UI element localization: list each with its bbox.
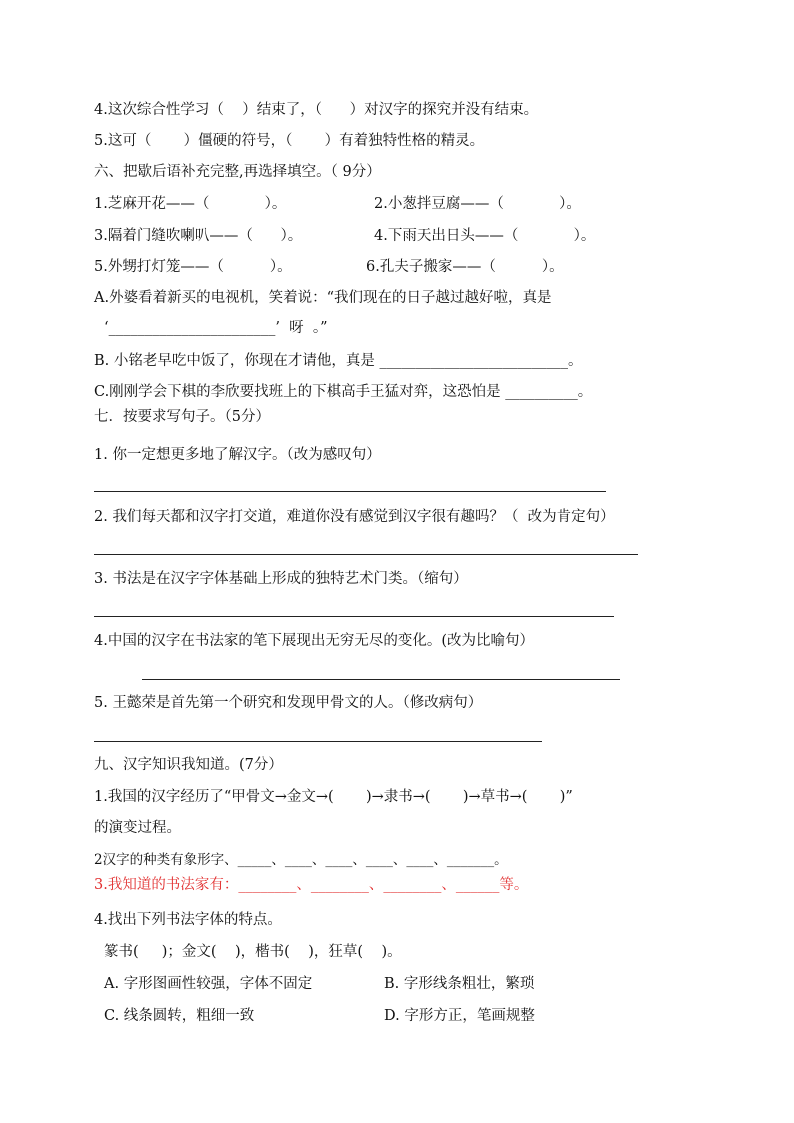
option-b: B. 字形线条粗壮，繁琐 <box>384 976 535 992</box>
section9-q3: 3.我知道的书法家有：________、________、________、______等。 <box>94 877 529 893</box>
section5-q5: 5.这可（ ）僵硬的符号，（ ）有着独特性格的精灵。 <box>94 133 485 149</box>
option-c: C. 线条圆转，粗细一致 <box>104 1008 255 1024</box>
section6-item-6: 6.孔夫子搬家——（ ）。 <box>366 259 564 275</box>
answer-line <box>94 491 606 492</box>
section7-q3: 3. 书法是在汉字字体基础上形成的独特艺术门类。（缩句） <box>94 571 468 587</box>
section6-option-b: B. 小铭老早吃中饭了，你现在才请他，真是 __________________________。 <box>94 353 583 369</box>
section7-heading: 七．按要求写句子。（5分） <box>94 409 270 425</box>
section7-q2: 2. 我们每天都和汉字打交道，难道你没有感觉到汉字很有趣吗？（ 改为肯定句） <box>94 509 615 525</box>
section6-heading: 六、把歇后语补充完整,再选择填空。（ 9分） <box>94 164 381 180</box>
section9-q1: 1.我国的汉字经历了“甲骨文→金文→( )→隶书→( )→草书→( )” <box>94 789 573 805</box>
section7-q4: 4.中国的汉字在书法家的笔下展现出无穷无尽的变化。(改为比喻句） <box>94 633 534 649</box>
section6-item-1: 1.芝麻开花——（ ）。 <box>94 196 287 212</box>
section6-option-a: A.外婆看着新买的电视机，笑着说：“我们现在的日子越过越好啦，真是 <box>94 290 552 306</box>
section5-q4: 4.这次综合性学习（ ）结束了，（ ）对汉字的探究并没有结束。 <box>94 102 539 118</box>
option-d: D. 字形方正，笔画规整 <box>384 1008 535 1024</box>
section6-option-c: C.刚刚学会下棋的李欣要找班上的下棋高手王猛对弈，这恐怕是 __________。 <box>94 384 593 400</box>
answer-line <box>94 616 614 617</box>
answer-line <box>94 741 542 742</box>
answer-line <box>142 679 620 680</box>
answer-line <box>94 554 638 555</box>
section9-q2: 2汉字的种类有象形字、_____、____、____、____、____、_______。 <box>94 852 508 868</box>
section9-q4-blanks: 篆书( )；金文( )，楷书( )，狂草( )。 <box>104 944 402 960</box>
section6-item-5: 5.外甥打灯笼——（ ）。 <box>94 259 292 275</box>
section9-q4: 4.找出下列书法字体的特点。 <box>94 912 282 928</box>
section6-option-a-blank: ‘_______________________’ 呀 。” <box>104 320 328 336</box>
section6-item-4: 4.下雨天出日头——（ ）。 <box>374 228 596 244</box>
section9-heading: 九、汉字知识我知道。(7分） <box>94 757 283 773</box>
section7-q5: 5. 王懿荣是首先第一个研究和发现甲骨文的人。（修改病句） <box>94 695 483 711</box>
section9-q1-cont: 的演变过程。 <box>94 820 181 836</box>
section6-item-2: 2.小葱拌豆腐——（ ）。 <box>374 196 581 212</box>
section7-q1: 1. 你一定想更多地了解汉字。（改为感叹句） <box>94 447 381 463</box>
section6-item-3: 3.隔着门缝吹喇叭——（ ）。 <box>94 228 303 244</box>
option-a: A. 字形图画性较强，字体不固定 <box>104 976 313 992</box>
